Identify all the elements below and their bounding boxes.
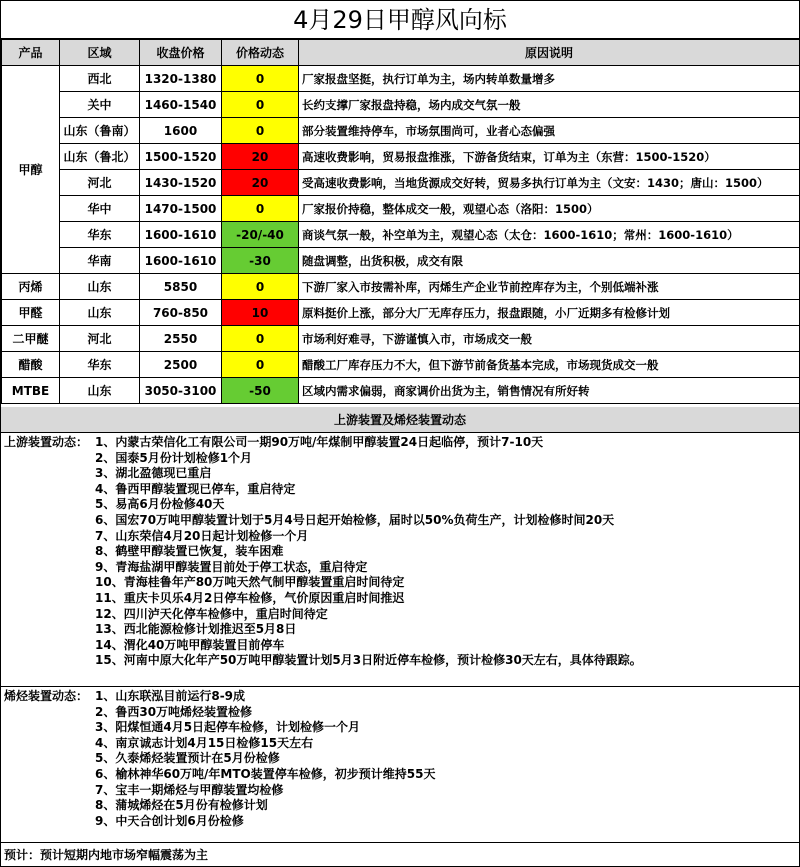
- list-item: 8、蒲城烯烃在5月份有检修计划: [95, 798, 268, 813]
- price-table: [1, 39, 800, 404]
- table-row: [2, 144, 800, 170]
- list-item: 13、西北能源检修计划推迟至5月8日: [95, 622, 297, 637]
- table-row: [2, 248, 800, 274]
- list-item: 10、青海桂鲁年产80万吨天然气制甲醇装置重启时间待定: [95, 575, 405, 590]
- list-item: 9、青海盐湖甲醇装置目前处于停工状态，重启待定: [95, 559, 368, 574]
- olefin-section: [1, 689, 799, 843]
- region-cell: 华中: [60, 196, 140, 222]
- upstream-label: 上游装置动态：: [4, 435, 89, 449]
- table-header-row: [2, 40, 800, 66]
- price-cell: 760-850: [140, 300, 222, 326]
- price-cell: 1500-1520: [140, 144, 222, 170]
- change-cell: 0: [222, 196, 299, 222]
- table-row: [2, 274, 800, 300]
- header-reason: 原因说明: [299, 40, 800, 66]
- reason-cell: 市场利好难寻，下游谨慎入市，市场成交一般: [299, 326, 800, 352]
- region-cell: 山东（鲁北）: [60, 144, 140, 170]
- header-product: 产品: [2, 40, 60, 66]
- list-item: 14、渭化40万吨甲醇装置目前停车: [95, 637, 285, 652]
- price-cell: 1600-1610: [140, 222, 222, 248]
- product-cell: 二甲醚: [2, 326, 60, 352]
- list-item: 5、久泰烯烃装置预计在5月份检修: [95, 751, 280, 766]
- list-item: 5、易高6月份检修40天: [95, 497, 225, 512]
- reason-cell: 区域内需求偏弱，商家调价出货为主，销售情况有所好转: [299, 378, 800, 404]
- change-cell: 20: [222, 144, 299, 170]
- list-item: 2、鲁西30万吨烯烃装置检修: [95, 704, 253, 719]
- region-cell: 山东（鲁南）: [60, 118, 140, 144]
- change-cell: 0: [222, 92, 299, 118]
- list-item: 3、湖北盈德现已重启: [95, 466, 212, 481]
- list-item: 7、宝丰一期烯烃与甲醇装置均检修: [95, 782, 284, 797]
- table-row: [2, 170, 800, 196]
- list-item: 6、国宏70万吨甲醇装置计划于5月4号日起开始检修，届时以50%负荷生产，计划检修时间20天: [95, 512, 615, 527]
- price-cell: 3050-3100: [140, 378, 222, 404]
- reason-cell: 随盘调整，出货积极，成交有限: [299, 248, 800, 274]
- reason-cell: 部分装置维持停车，市场氛围尚可，业者心态偏强: [299, 118, 800, 144]
- table-row: [2, 196, 800, 222]
- list-item: 7、山东荣信4月20日起计划检修一个月: [95, 528, 309, 543]
- product-cell: 醋酸: [2, 352, 60, 378]
- header-change: 价格动态: [222, 40, 299, 66]
- change-cell: 20: [222, 170, 299, 196]
- change-cell: 10: [222, 300, 299, 326]
- price-cell: 2500: [140, 352, 222, 378]
- header-price: 收盘价格: [140, 40, 222, 66]
- price-cell: 1470-1500: [140, 196, 222, 222]
- price-cell: 1430-1520: [140, 170, 222, 196]
- price-cell: 5850: [140, 274, 222, 300]
- forecast-note: 预计：预计短期内地市场窄幅震荡为主: [4, 848, 209, 862]
- change-cell: 0: [222, 66, 299, 92]
- reason-cell: 厂家报价持稳，整体成交一般，观望心态（洛阳：1500）: [299, 196, 800, 222]
- region-cell: 华东: [60, 352, 140, 378]
- table-row: [2, 300, 800, 326]
- upstream-section: [1, 435, 799, 687]
- table-row: [2, 118, 800, 144]
- region-cell: 山东: [60, 378, 140, 404]
- product-cell: 甲醇: [2, 66, 60, 274]
- list-item: 12、四川泸天化停车检修中，重启时间待定: [95, 606, 328, 621]
- reason-cell: 商谈气氛一般，补空单为主，观望心态（太仓：1600-1610；常州：1600-1610）: [299, 222, 800, 248]
- list-item: 6、榆林神华60万吨/年MTO装置停车检修，初步预计维持55天: [95, 766, 436, 781]
- list-item: 11、重庆卡贝乐4月2日停车检修，气价原因重启时间推迟: [95, 590, 405, 605]
- region-cell: 华东: [60, 222, 140, 248]
- reason-cell: 高速收费影响，贸易报盘推涨，下游备货结束，订单为主（东营：1500-1520）: [299, 144, 800, 170]
- price-cell: 1600-1610: [140, 248, 222, 274]
- table-row: [2, 66, 800, 92]
- change-cell: -50: [222, 378, 299, 404]
- region-cell: 华南: [60, 248, 140, 274]
- olefin-label: 烯烃装置动态：: [4, 689, 89, 703]
- region-cell: 山东: [60, 300, 140, 326]
- table-row: [2, 352, 800, 378]
- reason-cell: 长约支撑厂家报盘持稳，场内成交气氛一般: [299, 92, 800, 118]
- price-cell: 1600: [140, 118, 222, 144]
- table-row: [2, 326, 800, 352]
- list-item: 1、内蒙古荣信化工有限公司一期90万吨/年煤制甲醇装置24日起临停，预计7-10天: [95, 435, 544, 449]
- price-cell: 1460-1540: [140, 92, 222, 118]
- table-row: [2, 222, 800, 248]
- list-item: 8、鹤壁甲醇装置已恢复，装车困难: [95, 544, 284, 559]
- table-row: [2, 92, 800, 118]
- list-item: 2、国泰5月份计划检修1个月: [95, 450, 253, 465]
- list-item: 15、河南中原大化年产50万吨甲醇装置计划5月3日附近停车检修，预计检修30天左右，具体待跟踪。: [95, 653, 642, 668]
- product-cell: 甲醛: [2, 300, 60, 326]
- region-cell: 河北: [60, 326, 140, 352]
- list-item: 4、鲁西甲醇装置现已停车，重启待定: [95, 481, 296, 496]
- section-header: 上游装置及烯烃装置动态: [1, 407, 799, 433]
- reason-cell: 受高速收费影响，当地货源成交好转，贸易多执行订单为主（文安：1430；唐山：1500）: [299, 170, 800, 196]
- header-region: 区域: [60, 40, 140, 66]
- product-cell: MTBE: [2, 378, 60, 404]
- reason-cell: 原料挺价上涨，部分大厂无库存压力，报盘跟随，小厂近期多有检修计划: [299, 300, 800, 326]
- list-item: 9、中天合创计划6月份检修: [95, 813, 244, 828]
- list-item: 1、山东联泓目前运行8-9成: [95, 689, 246, 703]
- region-cell: 河北: [60, 170, 140, 196]
- change-cell: 0: [222, 118, 299, 144]
- change-cell: -30: [222, 248, 299, 274]
- price-cell: 2550: [140, 326, 222, 352]
- product-cell: 丙烯: [2, 274, 60, 300]
- region-cell: 山东: [60, 274, 140, 300]
- reason-cell: 厂家报盘坚挺，执行订单为主，场内转单数量增多: [299, 66, 800, 92]
- change-cell: -20/-40: [222, 222, 299, 248]
- region-cell: 西北: [60, 66, 140, 92]
- report-title: 4月29日甲醇风向标: [1, 1, 799, 39]
- change-cell: 0: [222, 352, 299, 378]
- reason-cell: 下游厂家入市按需补库，丙烯生产企业节前控库存为主，个别低端补涨: [299, 274, 800, 300]
- table-row: [2, 378, 800, 404]
- price-cell: 1320-1380: [140, 66, 222, 92]
- region-cell: 关中: [60, 92, 140, 118]
- list-item: 3、阳煤恒通4月5日起停车检修，计划检修一个月: [95, 720, 361, 735]
- reason-cell: 醋酸工厂库存压力不大，但下游节前备货基本完成，市场现货成交一般: [299, 352, 800, 378]
- change-cell: 0: [222, 274, 299, 300]
- change-cell: 0: [222, 326, 299, 352]
- list-item: 4、南京诚志计划4月15日检修15天左右: [95, 735, 314, 750]
